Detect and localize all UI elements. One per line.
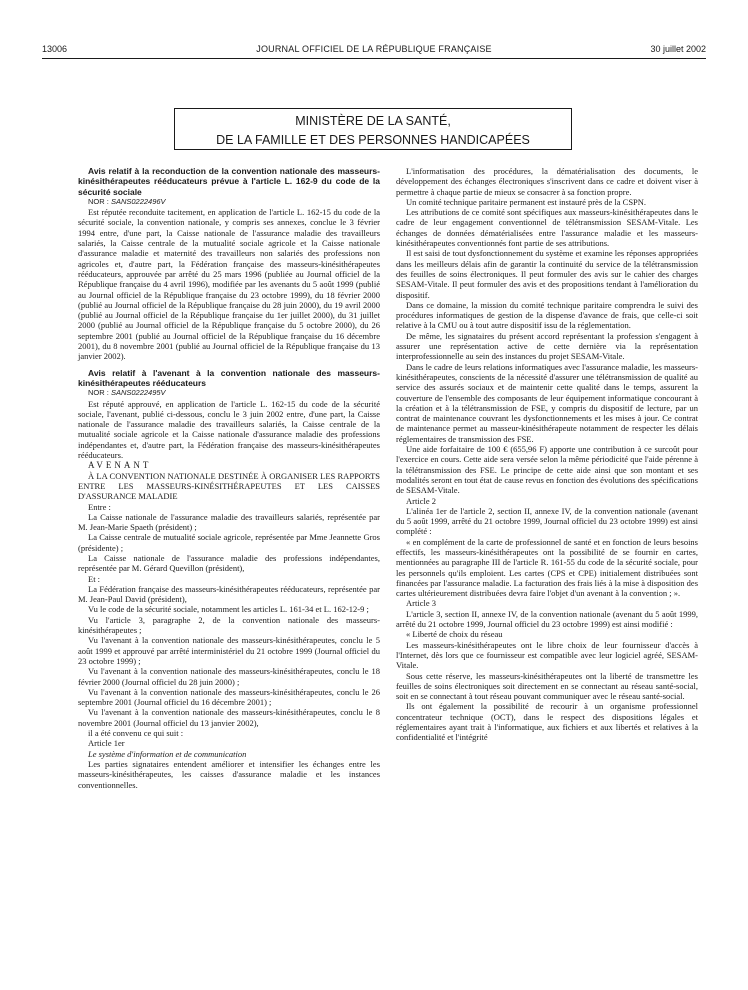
paragraph: De même, les signataires du présent accord représentant la profession s'engagent à assurer une représentation active de cette dernière via la représentation interprofessionnelle au sein des instances du projet SESAM-Vitale. xyxy=(396,330,698,362)
avis2-nor xyxy=(78,388,380,398)
header-rule xyxy=(42,58,706,59)
paragraph: Une aide forfaitaire de 100 € (655,96 F) apporte une contribution à ce surcoût pour l'exercice en cours. Cette aide sera versée selon la même périodicité que l'aide pérenne à la télétransmission des FSE. Le principe de cette aide ainsi que son montant et ses modalités seront en tout état de cause revus en fonction des évolutions des spécifications de SESAM-Vitale. xyxy=(396,444,698,496)
avis1-body: Est réputée reconduite tacitement, en application de l'article L. 162-15 du code de la sécurité sociale, la convention nationale, y compris ses annexes, conclue le 3 février 1994 entre, d'une part, la Caisse nationale de l'assurance maladie des travailleurs salariés, la Caisse centrale de la mutualité sociale agricole et la Caisse nationale d'assurance maladie et maternité des travailleurs non salariés des professions non agricoles et, d'autre part, la Fédération française des masseurs-kinésithérapeutes rééducateurs, approuvée par arrêté du 25 mars 1996 (publiée au Journal officiel de la République française du 4 avril 1996), modifiée par les avenants du 5 août 1999 (publié au Journal officiel de la République française du 23 octobre 1999), du 18 février 2000 (publié au Journal officiel de la République française du 28 juin 2000), du 19 avril 2000 (publié au Journal officiel de la République française du 1er juillet 2000), du 31 juillet 2000 (publié au Journal officiel de la République française du 5 octobre 2000), du 26 septembre 2001 (publié au Journal officiel de la République française du 16 décembre 2001), du 8 novembre 2001 (publié au Journal officiel de la République française du 13 janvier 2002). xyxy=(78,207,380,362)
ministry-line-2: DE LA FAMILLE ET DES PERSONNES HANDICAPÉES xyxy=(216,133,530,147)
et-label: Et : xyxy=(88,573,101,584)
avis2-title: Avis relatif à l'avenant à la convention nationale des masseurs-kinésithérapeutes rééducateurs xyxy=(78,367,380,388)
ministry-line-1: MINISTÈRE DE LA SANTÉ, xyxy=(295,114,451,128)
paragraph: Les attributions de ce comité sont spécifiques aux masseurs-kinésithérapeutes dans le cadre de leur engagement conventionnel de télétransmission SESAM-Vitale. Les échanges de données dématérialisées entre l'assurance maladie et les masseurs-kinésithérapeutes conventionnés font partie de ses attributions. xyxy=(396,207,698,249)
convenu-text: il a été convenu ce qui suit : xyxy=(88,728,184,739)
article3-title: Article 3 xyxy=(406,598,436,609)
page-number: 13006 xyxy=(42,44,68,54)
paragraph: Ils ont également la possibilité de recourir à un organisme professionnel concentrateur technique (OCT), dans le respect des dispositions légales et réglementaires ayant trait à l'informatique, aux fichiers et aux libertés et relatives à la confidentialité et l'intégrité xyxy=(396,701,698,743)
vu-paragraph: Vu l'avenant à la convention nationale des masseurs-kinésithérapeutes, conclu le 8 novembre 2001 (Journal officiel du 13 janvier 2002), xyxy=(78,707,380,728)
running-header xyxy=(42,44,706,58)
vu-paragraph: Vu le code de la sécurité sociale, notamment les articles L. 161-34 et L. 162-12-9 ; xyxy=(88,604,369,615)
article1-body: Les parties signataires entendent améliorer et intensifier les échanges entre les masseurs-kinésithérapeutes, les caisses d'assurance maladie et les instances conventionnelles. xyxy=(78,758,380,790)
avis1-nor xyxy=(78,197,380,207)
paragraph: « en complément de la carte de professionnel de santé et en fonction de leurs besoins effectifs, les masseurs-kinésithérapeutes ont la possibilité de se fournir en cartes, mentionnées au paragraphe III de l'article R. 161-55 du code de la sécurité sociale, pour les personnels qu'ils emploient. Les cartes (CPS et CPE) initialement distribuées sont financées par l'assurance maladie. La facturation des frais liés à la mise à disposition des cartes ultérieurement distribuées devra faire l'objet d'un avenant à la convention ; ». xyxy=(396,536,698,599)
paragraph: Dans le cadre de leurs relations informatiques avec l'assurance maladie, les masseurs-kinésithérapeutes, conscients de la nécessité d'assurer une télétransmission de qualité au service des assurés sociaux et de maintenir cette qualité dans le temps, assurent la couverture de l'ensemble des composants de leur équipement informatique concourant à la création et à la télétransmission de FSE, y compris du dispositif de lecture, par un contrat de maintenance couvrant les dysfonctionnements et les mises à jour. Ce contrat de maintenance permet au masseur-kinésithérapeute notamment de respecter les délais réglementaires de transmission des FSE. xyxy=(396,361,698,444)
left-column xyxy=(78,166,380,790)
nor-label: NOR : xyxy=(88,196,109,206)
party-canam: La Caisse nationale de l'assurance maladie des professions indépendantes, représentée par M. Gérard Quevillon (président), xyxy=(78,552,380,574)
avenant-caps: À LA CONVENTION NATIONALE DESTINÉE À ORGANISER LES RAPPORTS ENTRE LES MASSEURS-KINÉSITHÉRAPEUTES ET LES CAISSES D'ASSURANCE MALADIE xyxy=(78,470,380,502)
paragraph: Un comité technique paritaire permanent est instauré près de la CSPN. xyxy=(406,196,647,207)
party-ccmsa: La Caisse centrale de mutualité sociale agricole, représentée par Mme Jeannette Gros (présidente) ; xyxy=(78,532,380,553)
paragraph: L'article 3, section II, annexe IV, de la convention nationale (avenant du 5 août 1999, arrêté du 21 octobre 1999, Journal officiel du 23 octobre 1999) est ainsi modifié : xyxy=(396,608,698,630)
party-ffmkr: La Fédération française des masseurs-kinésithérapeutes rééducateurs, représentée par M. Jean-Paul David (président), xyxy=(78,583,380,605)
vu-paragraph: Vu l'avenant à la convention nationale des masseurs-kinésithérapeutes, conclu le 26 septembre 2001 (Journal officiel du 16 décembre 2001) ; xyxy=(78,686,380,708)
avis2-body: Est réputé approuvé, en application de l'article L. 162-15 du code de la sécurité sociale, l'avenant, publié ci-dessous, conclu le 3 juin 2002 entre, d'une part, la Caisse nationale de l'assurance maladie des travailleurs salariés, la Caisse centrale de la mutualité sociale agricole et la Caisse nationale d'assurance maladie des professions indépendantes et, d'autre part, la Fédération française des masseurs-kinésithérapeutes rééducateurs. xyxy=(78,398,380,461)
paragraph: Dans ce domaine, la mission du comité technique paritaire comprendra le suivi des procédures informatiques de gestion de la dispense d'avance de frais, que celle-ci soit relative à la CMU ou à tout autre dispositif issu de la réglementation. xyxy=(396,299,698,331)
nor-label: NOR : xyxy=(88,388,109,398)
vu-paragraph: Vu l'article 3, paragraphe 2, de la convention nationale des masseurs-kinésithérapeutes ; xyxy=(78,614,380,636)
article1-title: Article 1er xyxy=(88,738,125,749)
paragraph: Il est saisi de tout dysfonctionnement du système et examine les réponses appropriées dans les meilleurs délais afin de garantir la continuité du service de la télétransmission des feuilles de soins électroniques. Il peut formuler des avis sur le cahier des charges SESAM-Vitale. Il peut formuler des avis et des propositions tendant à l'amélioration du dispositif. xyxy=(396,248,698,300)
nor-code: SANS0222496V xyxy=(110,196,166,206)
vu-paragraph: Vu l'avenant à la convention nationale des masseurs-kinésithérapeutes, conclu le 18 février 2000 (Journal officiel du 28 juin 2000) ; xyxy=(78,666,380,687)
paragraph: Sous cette réserve, les masseurs-kinésithérapeutes ont la liberté de transmettre les feuilles de soins électroniques soit directement en se connectant au réseau santé-social, soit en se connectant à tout réseau pouvant communiquer avec le réseau santé-social. xyxy=(396,670,698,702)
article3-subheading: « Liberté de choix du réseau xyxy=(406,629,503,640)
paragraph: Les masseurs-kinésithérapeutes ont le libre choix de leur fournisseur d'accès à l'Internet, dès lors que ce fournisseur est compatible avec leur logiciel agréé, SESAM-Vitale. xyxy=(396,639,698,671)
article2-title: Article 2 xyxy=(406,495,436,506)
avis1-title: Avis relatif à la reconduction de la convention nationale des masseurs-kinésithérapeutes rééducateurs prévue à l'article L. 162-9 du code de la sécurité sociale xyxy=(78,166,380,197)
nor-code: SANS0222495V xyxy=(110,388,166,398)
avenant-heading: AVENANT xyxy=(88,460,152,471)
right-column xyxy=(396,166,698,743)
party-cnamts: La Caisse nationale de l'assurance maladie des travailleurs salariés, représentée par M. Jean-Marie Spaeth (président) ; xyxy=(78,511,380,533)
paragraph: L'informatisation des procédures, la dématérialisation des documents, le développement des échanges électroniques s'inscrivent dans ce cadre et doivent viser à permettre à chaque partie de mieux se consacrer à sa fonction propre. xyxy=(396,166,698,197)
paragraph: L'alinéa 1er de l'article 2, section II, annexe IV, de la convention nationale (avenant du 5 août 1999, arrêté du 21 octobre 1999, Journal officiel du 23 octobre 1999) est ainsi complété : xyxy=(396,505,698,537)
entre-label: Entre : xyxy=(88,501,111,512)
journal-title: JOURNAL OFFICIEL DE LA RÉPUBLIQUE FRANÇAISE xyxy=(256,44,492,54)
ministry-box xyxy=(174,108,572,150)
article1-subtitle: Le système d'information et de communication xyxy=(88,748,247,759)
vu-paragraph: Vu l'avenant à la convention nationale des masseurs-kinésithérapeutes, conclu le 5 août 1999 et approuvé par arrêté interministériel du 21 octobre 1999 (Journal officiel du 23 octobre 1999) ; xyxy=(78,635,380,666)
issue-date: 30 juillet 2002 xyxy=(650,44,706,54)
